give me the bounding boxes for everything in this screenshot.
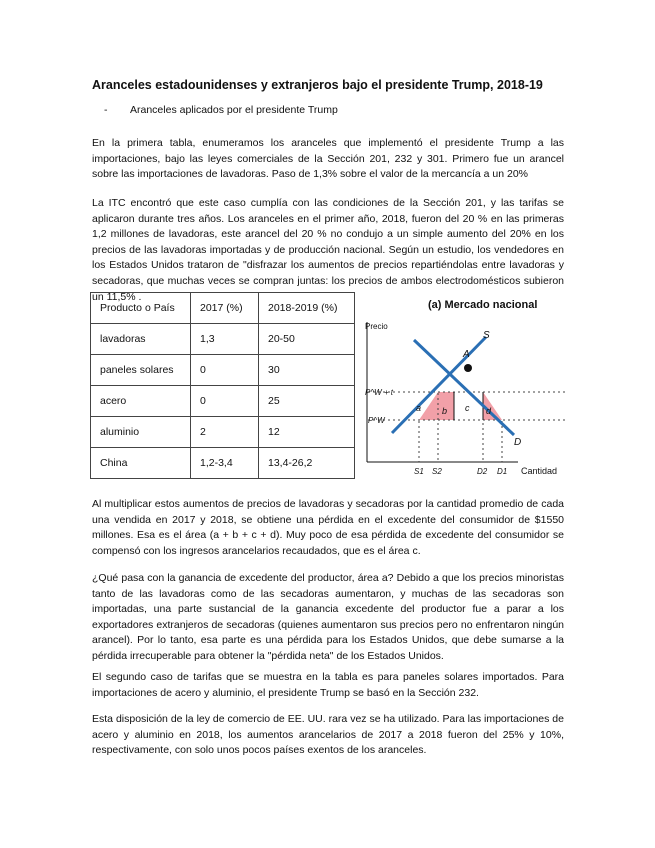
table-cell: aluminio <box>91 417 191 448</box>
bullet-text: Aranceles aplicados por el presidente Trump <box>130 104 338 116</box>
table-cell: 1,2-3,4 <box>191 448 259 479</box>
area-label-d: d <box>486 406 492 416</box>
page-title: Aranceles estadounidenses y extranjeros bajo el presidente Trump, 2018-19 <box>92 78 543 92</box>
supply-label: S <box>483 330 490 341</box>
table-cell: 12 <box>259 417 355 448</box>
equilibrium-point <box>464 364 472 372</box>
table-cell: lavadoras <box>91 324 191 355</box>
table-cell: 0 <box>191 386 259 417</box>
bullet-item <box>104 104 338 116</box>
table-header-row <box>91 293 355 324</box>
y-axis-label: Precio <box>365 322 388 331</box>
table-header-cell: 2017 (%) <box>191 293 259 324</box>
table-cell: China <box>91 448 191 479</box>
table-cell: 13,4-26,2 <box>259 448 355 479</box>
table-cell: 0 <box>191 355 259 386</box>
table-row <box>91 324 355 355</box>
equilibrium-label: A <box>463 349 470 360</box>
qty-label-s2: S2 <box>432 467 442 476</box>
paragraph-2: La ITC encontró que este caso cumplía con las condiciones de la Sección 201, y las tarifas se aplicaron durante tres años. Los aranceles en el primer año, 2018, fueron del 20 % en las primeras 1,2 millones de lavadoras, este arancel del 20 % no condujo a un simple aumento del 20% en los precios de las lavadoras importadas y de producción nacional. Según un estudio, los vendedores en los Estados Unidos trataron de "disfrazar los aumentos de precios repartiéndolas entre lavadoras y secadoras, que muchas veces se compran juntas: los precios de ambos electrodomésticos subieron un 11,5% . <box>92 197 564 303</box>
area-b-shade <box>419 392 454 420</box>
table-cell: 30 <box>259 355 355 386</box>
paragraph-6: Esta disposición de la ley de comercio de EE. UU. rara vez se ha utilizado. Para las importaciones de acero y aluminio en 2018, los aumentos arancelarios de 2017 a 2018 fueron del 25% y 10%, respectivamente, con solo unos pocos países exentos de los aranceles. <box>92 713 564 757</box>
table-cell: 2 <box>191 417 259 448</box>
market-chart <box>362 292 572 484</box>
tariff-table <box>90 292 355 479</box>
table-cell: acero <box>91 386 191 417</box>
qty-label-d1: D1 <box>497 467 508 476</box>
price-label-pw: P^W <box>368 416 385 425</box>
area-label-b: b <box>442 406 448 416</box>
paragraph-5: El segundo caso de tarifas que se muestra en la tabla es para paneles solares importados. Para importaciones de acero y aluminio, el presidente Trump se basó en la Sección 232. <box>92 671 564 699</box>
table-cell: 1,3 <box>191 324 259 355</box>
demand-label: D <box>514 437 522 448</box>
area-label-c: c <box>465 403 470 413</box>
paragraph-3: Al multiplicar estos aumentos de precios de lavadoras y secadoras por la cantidad promedio de cada una vendida en 2017 y 2018, se obtiene una pérdida en el excedente del consumidor de $1550 millones. Esa es el área (a + b + c + d). Muy poco de esa pérdida de excedente del consumidor se compensó con los ingresos arancelarios recaudados, que es el área c. <box>92 498 564 557</box>
table-row <box>91 448 355 479</box>
paragraph-4: ¿Qué pasa con la ganancia de excedente del productor, área a? Debido a que los precios minoristas tanto de las lavadoras como de las secadoras aumentaron, y muchas de las secadoras son importadas, una parte sustancial de la ganancia excedente del productor fue a parar a los exportadores extranjeros de secadoras (quienes aumentaron sus precios pero no enfrentaron ningún arancel). Por lo tanto, esa parte es una pérdida para los Estados Unidos, que debe sumarse a la pérdida irrecuperable para obtener la "pérdida neta" de los Estados Unidos. <box>92 572 564 662</box>
price-label-pw-t: P^W + t <box>365 388 393 397</box>
table-cell: paneles solares <box>91 355 191 386</box>
table-header-cell: 2018-2019 (%) <box>259 293 355 324</box>
qty-label-s1: S1 <box>414 467 424 476</box>
paragraph-1: En la primera tabla, enumeramos los aranceles que implementó el presidente Trump a las importaciones, bajo las leyes comerciales de la Sección 201, 232 y 301. Primero fue un arancel sobre las importaciones de lavadoras. Paso de 1,3% sobre el valor de la mercancía a un 20% <box>92 137 564 181</box>
bullet-dash: - <box>104 104 108 116</box>
table-header-cell: Producto o País <box>91 293 191 324</box>
table-row <box>91 386 355 417</box>
area-label-a: a <box>416 403 422 413</box>
qty-label-d2: D2 <box>477 467 488 476</box>
table-row <box>91 355 355 386</box>
x-axis-label: Cantidad <box>521 466 558 476</box>
chart-title: (a) Mercado nacional <box>428 299 538 311</box>
table-row <box>91 417 355 448</box>
table-cell: 20-50 <box>259 324 355 355</box>
table-cell: 25 <box>259 386 355 417</box>
